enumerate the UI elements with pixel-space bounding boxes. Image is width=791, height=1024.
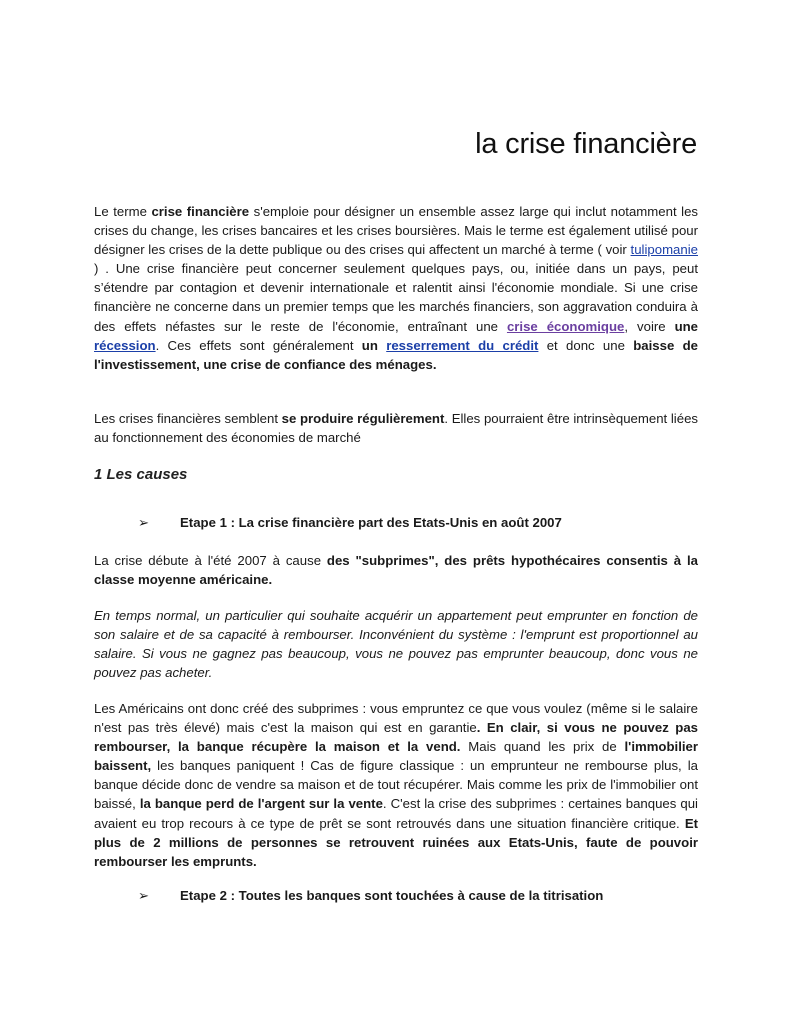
intro-bold-4: baisse de l'investissement, une crise de confiance des ménages. [94,337,698,372]
arrow-bullet-icon: ➢ [138,515,150,530]
etape-2-label: Etape 2 : Toutes les banques sont touchées à cause de la titrisation [180,888,604,903]
link-resserrement-du-credit[interactable]: resserrement du crédit [386,337,539,353]
paragraph-2 [94,409,698,447]
para5-bold-3: la banque perd de l'argent sur la vente [139,796,383,812]
para5-text-4: . C'est la crise des subprimes : certaines banques qui avaient eu trop recours à ce type de prêt se sont retrouvés dans une situation financière critique. [94,796,698,831]
arrow-bullet-icon: ➢ [138,888,150,903]
intro-bold-2: une [674,318,699,334]
paragraph-5 [94,699,698,871]
intro-text-1: Le terme [94,204,152,219]
para5-text-2: Mais quand les prix de [460,739,625,755]
intro-text-3: ) . Une crise financière peut concerner seulement quelques pays, ou, initiée dans un pays, peut s’étendre par contagion et devenir internationale et ralentit ainsi l'économie mondiale. Si une crise financière ne concerne dans un premier temps que les marchés financiers, son aggravation conduira à des effets néfastes sur le reste de l'économie, entraînant une [94,261,698,334]
para5-bold-2: l'immobilier baissent, [94,739,698,774]
para5-bold-4: Et plus de 2 millions de personnes se retrouvent ruinées aux Etats-Unis, faute de pouvoir rembourser les emprunts. [94,815,698,869]
link-crise-economique[interactable]: crise économique [506,318,625,334]
intro-bold-1: crise financière [151,204,250,219]
etape-1-label: Etape 1 : La crise financière part des Etats-Unis en août 2007 [180,515,562,530]
page-title: la crise financière [475,128,697,160]
intro-text-4: , voire [624,318,675,334]
link-recession[interactable]: récession [94,337,156,353]
paragraph-4: En temps normal, un particulier qui souhaite acquérir un appartement peut emprunter en fonction de son salaire et de sa capacité à rembourser. Inconvénient du système : l'emprunt est proportionnel au salaire. Si vous ne gagnez pas beaucoup, vous ne pouvez pas emprunter beaucoup, donc vous ne pouvez pas acheter. [94,608,698,681]
para5-text-3: les banques paniquent ! Cas de figure classique : un emprunteur ne rembourse plus, la banque décide donc de vendre sa maison et de tout récupérer. Mais comme les prix de l'immobilier ont baissé, [94,758,698,812]
para5-text-1: Les Américains ont donc créé des subprimes : vous empruntez ce que vous voulez (même si le salaire n'est pas très élevé) mais c'est la maison qui est en garantie [94,701,698,736]
link-tulipomanie[interactable]: tulipomanie [630,242,698,258]
para2-bold-1: se produire régulièrement [281,411,445,426]
etape-1-bullet [138,515,562,531]
intro-text-5: . Ces effets sont généralement [155,337,362,353]
intro-bold-3: un [361,337,387,353]
para2-text-1: Les crises financières semblent [94,411,282,426]
para5-bold-1: . En clair, si vous ne pouvez pas rembourser, la banque récupère la maison et la vend. [94,720,698,755]
intro-text-2: s'emploie pour désigner un ensemble assez large qui inclut notamment les crises du change, les crises bancaires et les crises boursières. Mais le terme est également utilisé pour désigner les crises de la dette publique ou des crises qui affectent un marché à terme ( voir [94,204,698,258]
intro-text-6: et donc une [538,337,634,353]
para3-bold-1: des "subprimes", des prêts hypothécaires consentis à la classe moyenne américaine. [94,553,698,588]
section-heading-causes: 1 Les causes [94,466,188,483]
intro-paragraph [94,202,698,374]
para2-text-2: . Elles pourraient être intrinsèquement liées au fonctionnement des économies de marché [94,411,698,446]
paragraph-3 [94,551,698,589]
etape-2-bullet [138,888,603,904]
para3-text-1: La crise débute à l'été 2007 à cause [94,553,327,568]
